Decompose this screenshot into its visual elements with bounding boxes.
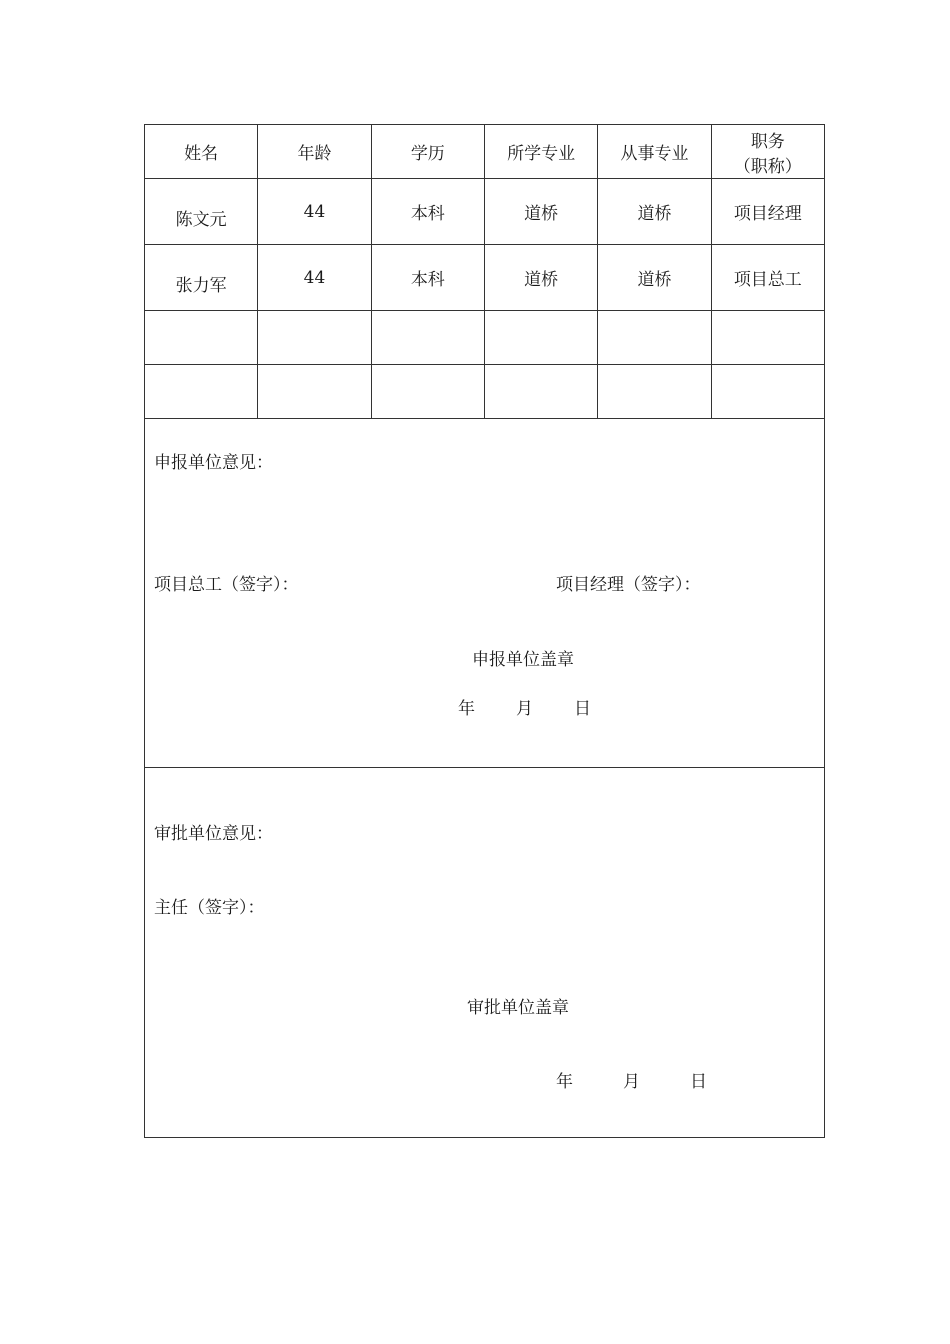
header-major: 所学专业: [484, 125, 597, 179]
manager-signature-label: 项目经理（签字）：: [556, 575, 701, 595]
approver-opinion-section: [145, 768, 824, 1138]
cell-major: 道桥: [484, 245, 597, 311]
applicant-opinion-section: [145, 394, 824, 768]
director-signature-label: 主任（签字）：: [154, 898, 265, 918]
cell-education: 本科: [371, 245, 484, 311]
header-profession: 从事专业: [598, 125, 711, 179]
cell-name: 张力军: [145, 245, 258, 311]
applicant-seal-label: 申报单位盖章: [472, 650, 574, 670]
header-age: 年龄: [258, 125, 371, 179]
applicant-day-label: 日: [574, 699, 591, 719]
cell-position: 项目经理: [711, 179, 824, 245]
approver-seal-label: 审批单位盖章: [467, 998, 569, 1018]
table-row: [145, 179, 825, 245]
header-position-line2: （职称）: [733, 156, 802, 177]
cell-profession: [598, 311, 711, 365]
applicant-opinion-label: 申报单位意见：: [154, 453, 273, 473]
cell-name: [145, 311, 258, 365]
approver-day-label: 日: [690, 1072, 707, 1092]
header-education: 学历: [371, 125, 484, 179]
cell-profession: 道桥: [598, 179, 711, 245]
approver-opinion-label: 审批单位意见：: [154, 824, 273, 844]
header-position-line1: 职务: [750, 131, 785, 152]
approver-year-label: 年: [556, 1072, 573, 1092]
chief-engineer-signature-label: 项目总工（签字）：: [154, 575, 299, 595]
cell-major: 道桥: [484, 179, 597, 245]
header-name: 姓名: [145, 125, 258, 179]
cell-position: 项目总工: [711, 245, 824, 311]
applicant-year-label: 年: [458, 699, 475, 719]
cell-age: 44: [258, 179, 371, 245]
cell-name: 陈文元: [145, 179, 258, 245]
application-form: [144, 124, 825, 1138]
cell-education: 本科: [371, 179, 484, 245]
table-row: [145, 311, 825, 365]
table-row: [145, 245, 825, 311]
cell-position: [711, 311, 824, 365]
cell-profession: 道桥: [598, 245, 711, 311]
applicant-month-label: 月: [516, 699, 533, 719]
table-header-row: [145, 125, 825, 179]
cell-education: [371, 311, 484, 365]
cell-major: [484, 311, 597, 365]
header-position: [711, 125, 824, 179]
cell-age: 44: [258, 245, 371, 311]
cell-age: [258, 311, 371, 365]
staff-table: [144, 124, 825, 419]
approver-month-label: 月: [623, 1072, 640, 1092]
